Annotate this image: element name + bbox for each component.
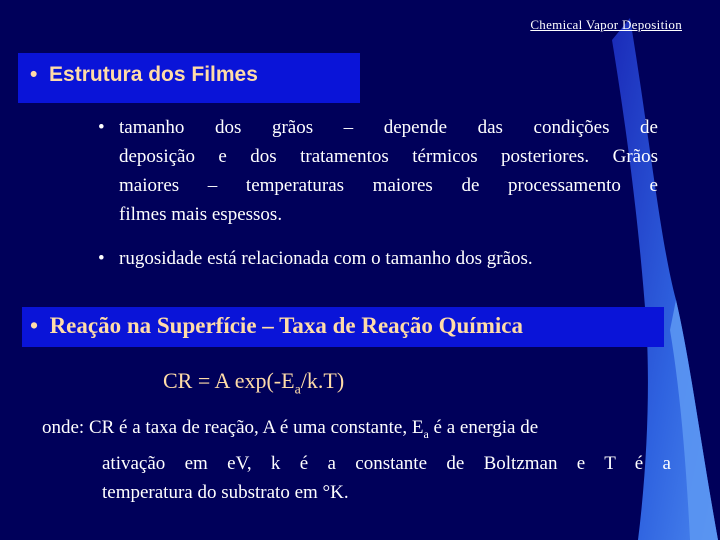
bullet-dot: •: [98, 248, 105, 269]
slide-header-title: Chemical Vapor Deposition: [530, 17, 682, 32]
bullet-dot: •: [98, 117, 105, 138]
description-line: onde: CR é a taxa de reação, A é uma constante, $E_a$ é a energia de: [42, 417, 539, 441]
formula-description: [42, 413, 671, 507]
rate-formula: CR = A $\exp(-E_a/k.T)$: [163, 368, 345, 398]
section-heading-estrutura: [18, 53, 360, 103]
description-line: temperatura do substrato em °K.: [102, 481, 349, 503]
section-heading-reacao: [22, 307, 664, 347]
bullet-line: tamanho dos grãos – depende das condições de: [119, 117, 658, 138]
section-heading-text: • Estrutura dos Filmes: [30, 63, 258, 86]
section-heading-text: • Reação na Superfície – Taxa de Reação Química: [30, 313, 523, 338]
description-line: ativação em eV, k é a constante de Boltzman e T é a: [102, 452, 671, 474]
bullet-line: maiores – temperaturas maiores de processamento e: [119, 175, 658, 196]
bullet-line: deposição e dos tratamentos térmicos posteriores. Grãos: [119, 146, 658, 167]
bullet-text: rugosidade está relacionada com o tamanho dos grãos.: [119, 248, 533, 269]
bullet-text: [119, 113, 658, 229]
bullet-line: filmes mais espessos.: [119, 204, 283, 225]
